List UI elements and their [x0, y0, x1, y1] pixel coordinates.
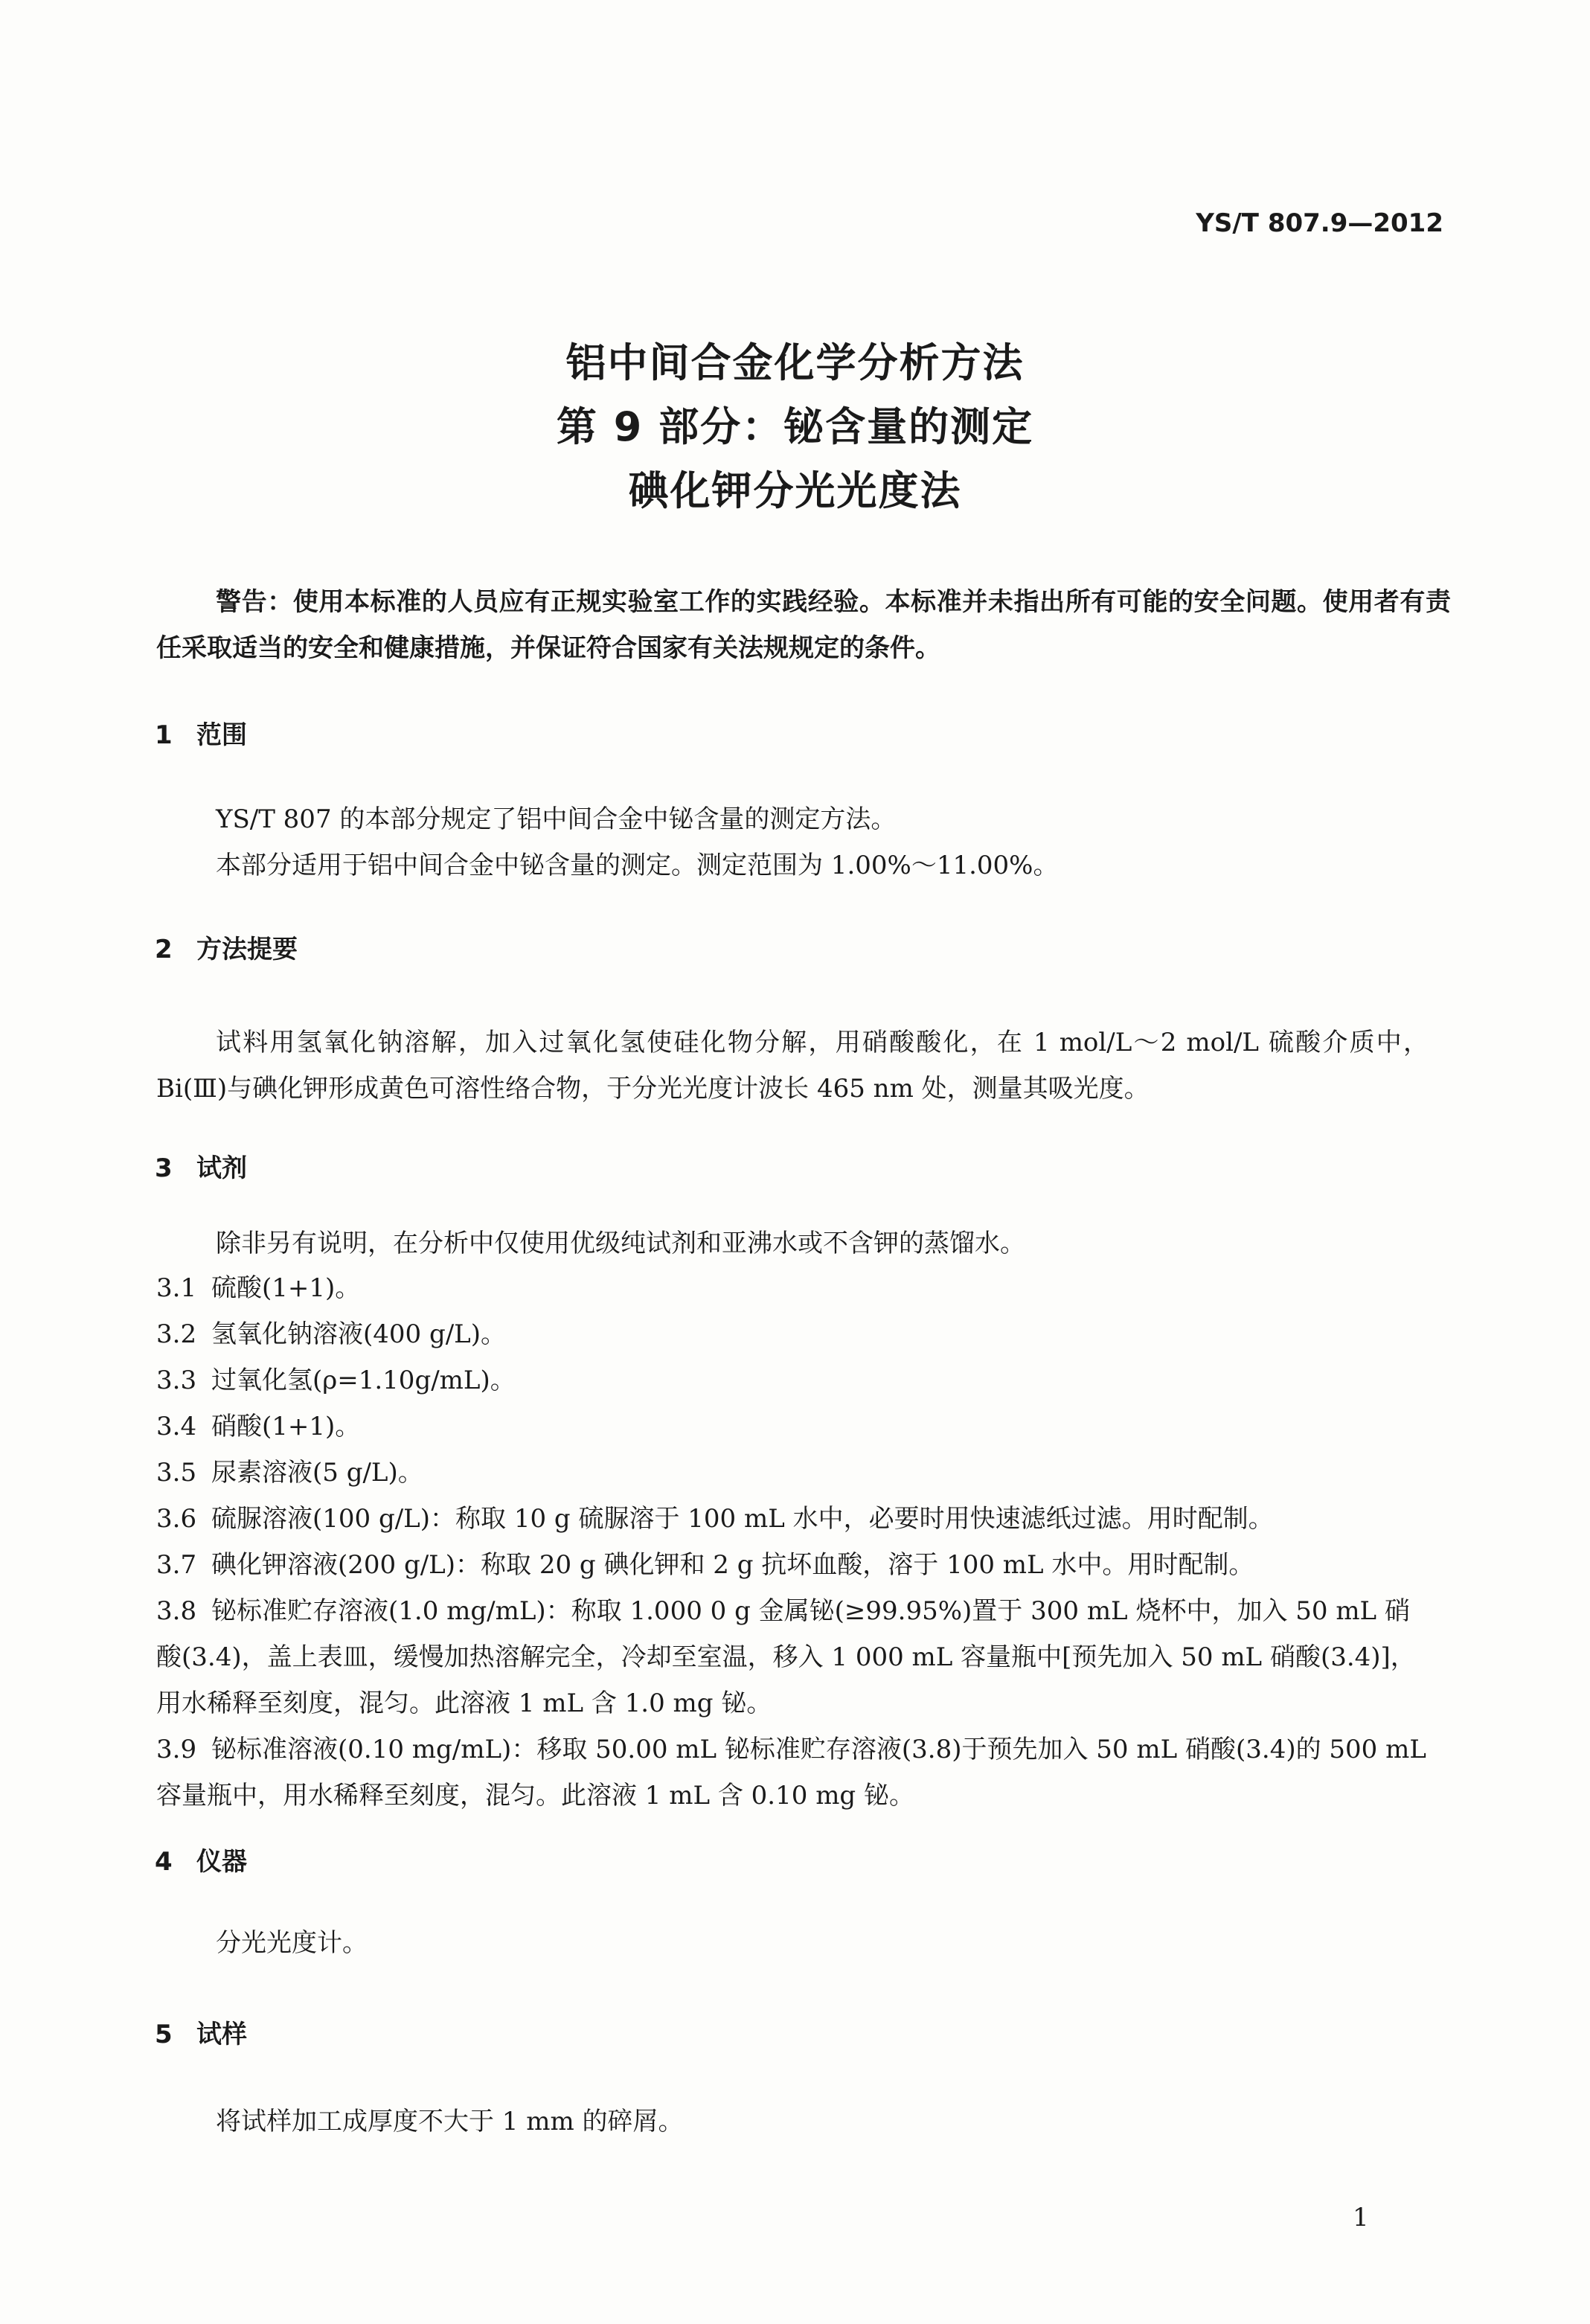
reagent-item: [156, 1726, 1429, 1819]
section-title: 试样: [196, 2020, 247, 2049]
item-number: 3.2: [156, 1319, 197, 1349]
section-title: 范围: [196, 720, 247, 750]
section-heading-apparatus: [155, 1841, 247, 1878]
reagent-item: [156, 1311, 1429, 1357]
section-heading-scope: [155, 714, 247, 751]
section-title: 仪器: [196, 1847, 247, 1877]
item-number: 3.7: [156, 1550, 197, 1580]
principle-paragraph: 试料用氢氧化钠溶解，加入过氧化氢使硅化物分解，用硝酸酸化，在 1 mol/L～2 mol/L 硫酸介质中，Bi(Ⅲ)与碘化钾形成黄色可溶性络合物，于分光光度计波长 465 nm 处，测量其吸光度。: [156, 1028, 1429, 1104]
title-line-1: 铝中间合金化学分析方法: [565, 339, 1025, 386]
item-text: 硫酸(1+1)。: [211, 1273, 361, 1303]
reagents-intro: 除非另有说明，在分析中仅使用优级纯试剂和亚沸水或不含钾的蒸馏水。: [216, 1229, 1025, 1258]
item-number: 3.1: [156, 1273, 197, 1303]
reagent-list: [156, 1265, 1429, 1819]
sample-paragraph: 将试样加工成厚度不大于 1 mm 的碎屑。: [216, 2107, 684, 2136]
section-number: 3: [155, 1153, 173, 1183]
item-text: 碘化钾溶液(200 g/L)：称取 20 g 碘化钾和 2 g 抗坏血酸，溶于 100 mL 水中。用时配制。: [211, 1550, 1254, 1580]
item-number: 3.6: [156, 1504, 197, 1534]
scope-paragraph-1: YS/T 807 的本部分规定了铝中间合金中铋含量的测定方法。: [216, 804, 897, 834]
section-title: 试剂: [196, 1153, 247, 1183]
item-number: 3.5: [156, 1458, 197, 1488]
item-text: 尿素溶液(5 g/L)。: [211, 1458, 423, 1488]
reagent-item: [156, 1450, 1429, 1496]
scope-paragraph-2: 本部分适用于铝中间合金中铋含量的测定。测定范围为 1.00%～11.00%。: [216, 851, 1059, 880]
title-line-2: 第 9 部分：铋含量的测定: [556, 403, 1034, 450]
section-number: 1: [155, 720, 173, 750]
item-text: 硫脲溶液(100 g/L)：称取 10 g 硫脲溶于 100 mL 水中，必要时用快速滤纸过滤。用时配制。: [211, 1504, 1274, 1534]
warning-paragraph: 警告：使用本标准的人员应有正规实验室工作的实践经验。本标准并未指出所有可能的安全问题。使用者有责任采取适当的安全和健康措施，并保证符合国家有关法规规定的条件。: [156, 587, 1451, 663]
reagent-item: [156, 1403, 1429, 1450]
item-text: 铋标准贮存溶液(1.0 mg/mL)：称取 1.000 0 g 金属铋(≥99.95%)置于 300 mL 烧杯中，加入 50 mL 硝酸(3.4)，盖上表皿，缓慢加热溶解完全，冷却至室温，移入 1 000 mL 容量瓶中[预先加入 50 mL 硝酸(3.4)]，用水稀释至刻度，混匀。此溶液 1 mL 含 1.0 mg 铋。: [156, 1596, 1416, 1718]
item-number: 3.8: [156, 1596, 197, 1626]
section-number: 4: [155, 1847, 173, 1877]
item-number: 3.9: [156, 1735, 197, 1764]
document-title: [0, 331, 1590, 523]
title-line-3: 碘化钾分光光度法: [628, 467, 962, 514]
apparatus-paragraph: 分光光度计。: [216, 1928, 368, 1958]
item-text: 硝酸(1+1)。: [211, 1412, 361, 1441]
section-heading-reagents: [155, 1147, 247, 1184]
section-heading-sample: [155, 2014, 247, 2050]
reagent-item: [156, 1265, 1429, 1311]
section-number: 5: [155, 2020, 173, 2049]
reagent-item: [156, 1496, 1429, 1542]
section-heading-principle: [155, 929, 298, 965]
reagent-item: [156, 1588, 1429, 1726]
item-text: 铋标准溶液(0.10 mg/mL)：移取 50.00 mL 铋标准贮存溶液(3.8)于预先加入 50 mL 硝酸(3.4)的 500 mL 容量瓶中，用水稀释至刻度，混匀。此溶液 1 mL 含 0.10 mg 铋。: [156, 1735, 1426, 1811]
section-number: 2: [155, 935, 173, 964]
standard-code: YS/T 807.9—2012: [1196, 208, 1443, 238]
section-title: 方法提要: [196, 935, 298, 964]
reagent-item: [156, 1542, 1429, 1588]
item-text: 氢氧化钠溶液(400 g/L)。: [211, 1319, 507, 1349]
item-number: 3.4: [156, 1412, 197, 1441]
reagent-item: [156, 1357, 1429, 1403]
item-text: 过氧化氢(ρ=1.10g/mL)。: [211, 1366, 516, 1395]
page-number: 1: [1353, 2203, 1369, 2232]
item-number: 3.3: [156, 1366, 197, 1395]
